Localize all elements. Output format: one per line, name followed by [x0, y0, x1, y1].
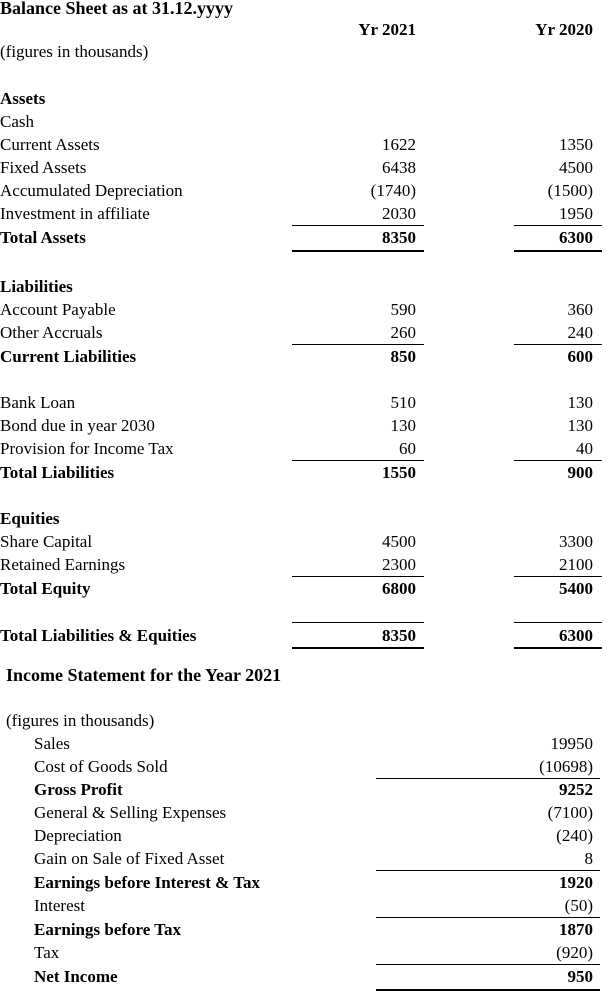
rule-line	[376, 964, 600, 965]
total-equity-2020: 5400	[559, 579, 593, 598]
income-value: (920)	[556, 943, 593, 962]
value-2020: 130	[567, 393, 593, 412]
rule-line	[292, 576, 424, 577]
value-2020: 2100	[559, 555, 593, 574]
value-2020: 360	[567, 300, 593, 319]
income-value: 9252	[559, 780, 593, 799]
double-rule-line	[514, 250, 602, 252]
value-2020: 240	[567, 323, 593, 342]
income-label-sales: Sales	[34, 734, 70, 753]
grand-total-2021: 8350	[382, 626, 416, 645]
current-liabilities-2020: 600	[567, 347, 593, 366]
rule-line	[514, 622, 602, 623]
rule-line	[514, 344, 602, 345]
liabilities-heading: Liabilities	[0, 277, 73, 296]
total-liabilities-label: Total Liabilities	[0, 463, 115, 482]
figures-note: (figures in thousands)	[0, 42, 149, 61]
value-2020: 3300	[559, 532, 593, 551]
total-equity-label: Total Equity	[0, 579, 91, 598]
value-2021: 2030	[382, 204, 416, 223]
double-rule-line	[514, 647, 602, 649]
value-2021: 1622	[382, 135, 416, 154]
income-value: (10698)	[539, 757, 593, 776]
rule-line	[292, 225, 424, 226]
row-label-bank-loan: Bank Loan	[0, 393, 76, 412]
rule-line	[376, 870, 600, 871]
balance-sheet-title: Balance Sheet as at 31.12.yyyy	[0, 0, 233, 18]
total-assets-2021: 8350	[382, 228, 416, 247]
value-2021: 590	[390, 300, 416, 319]
total-equity-2021: 6800	[382, 579, 416, 598]
income-value: (7100)	[547, 803, 593, 822]
income-label-ebit: Earnings before Interest & Tax	[34, 873, 261, 892]
value-2020: 130	[567, 416, 593, 435]
column-header-2021: Yr 2021	[358, 20, 416, 39]
income-label-gain-sale: Gain on Sale of Fixed Asset	[34, 849, 225, 868]
rule-line	[514, 576, 602, 577]
income-value: 950	[567, 967, 593, 986]
rule-line	[514, 460, 602, 461]
rule-line	[292, 622, 424, 623]
value-2021: 4500	[382, 532, 416, 551]
rule-line	[292, 460, 424, 461]
rule-line	[376, 778, 600, 779]
total-liabilities-2020: 900	[567, 463, 593, 482]
row-label-investment-in-affiliate: Investment in affiliate	[0, 204, 150, 223]
row-label-cash: Cash	[0, 112, 34, 131]
row-label-accumulated-depreciation: Accumulated Depreciation	[0, 181, 183, 200]
current-liabilities-label: Current Liabilities	[0, 347, 137, 366]
value-2020: 4500	[559, 158, 593, 177]
income-value: (50)	[564, 896, 593, 915]
value-2020: (1500)	[547, 181, 593, 200]
value-2021: 130	[390, 416, 416, 435]
income-statement-title: Income Statement for the Year 2021	[6, 665, 282, 685]
income-value: 1870	[559, 920, 593, 939]
income-label-tax: Tax	[34, 943, 60, 962]
value-2021: (1740)	[370, 181, 416, 200]
value-2020: 40	[576, 439, 593, 458]
value-2021: 60	[399, 439, 416, 458]
income-label-interest: Interest	[34, 896, 85, 915]
income-value: (240)	[556, 826, 593, 845]
row-label-bond: Bond due in year 2030	[0, 416, 155, 435]
equities-heading: Equities	[0, 509, 60, 528]
double-rule-line	[292, 250, 424, 252]
value-2021: 260	[390, 323, 416, 342]
assets-heading: Assets	[0, 89, 46, 108]
double-rule-line	[376, 989, 600, 991]
row-label-provision-income-tax: Provision for Income Tax	[0, 439, 174, 458]
row-label-share-capital: Share Capital	[0, 532, 93, 551]
column-header-2020: Yr 2020	[535, 20, 593, 39]
value-2021: 2300	[382, 555, 416, 574]
income-label-depreciation: Depreciation	[34, 826, 122, 845]
income-value: 8	[584, 849, 593, 868]
income-label-cogs: Cost of Goods Sold	[34, 757, 168, 776]
grand-total-label: Total Liabilities & Equities	[0, 626, 197, 645]
value-2020: 1350	[559, 135, 593, 154]
grand-total-2020: 6300	[559, 626, 593, 645]
income-figures-note: (figures in thousands)	[6, 711, 155, 730]
total-assets-label: Total Assets	[0, 228, 86, 247]
value-2020: 1950	[559, 204, 593, 223]
row-label-account-payable: Account Payable	[0, 300, 116, 319]
income-value: 1920	[559, 873, 593, 892]
income-label-ebt: Earnings before Tax	[34, 920, 182, 939]
double-rule-line	[292, 647, 424, 649]
rule-line	[376, 917, 600, 918]
row-label-retained-earnings: Retained Earnings	[0, 555, 126, 574]
value-2021: 6438	[382, 158, 416, 177]
current-liabilities-2021: 850	[390, 347, 416, 366]
rule-line	[514, 225, 602, 226]
income-label-net-income: Net Income	[34, 967, 118, 986]
total-liabilities-2021: 1550	[382, 463, 416, 482]
row-label-current-assets: Current Assets	[0, 135, 100, 154]
value-2021: 510	[390, 393, 416, 412]
income-value: 19950	[550, 734, 593, 753]
income-label-general-selling: General & Selling Expenses	[34, 803, 227, 822]
row-label-other-accruals: Other Accruals	[0, 323, 103, 342]
income-label-gross-profit: Gross Profit	[34, 780, 123, 799]
total-assets-2020: 6300	[559, 228, 593, 247]
rule-line	[292, 344, 424, 345]
row-label-fixed-assets: Fixed Assets	[0, 158, 87, 177]
